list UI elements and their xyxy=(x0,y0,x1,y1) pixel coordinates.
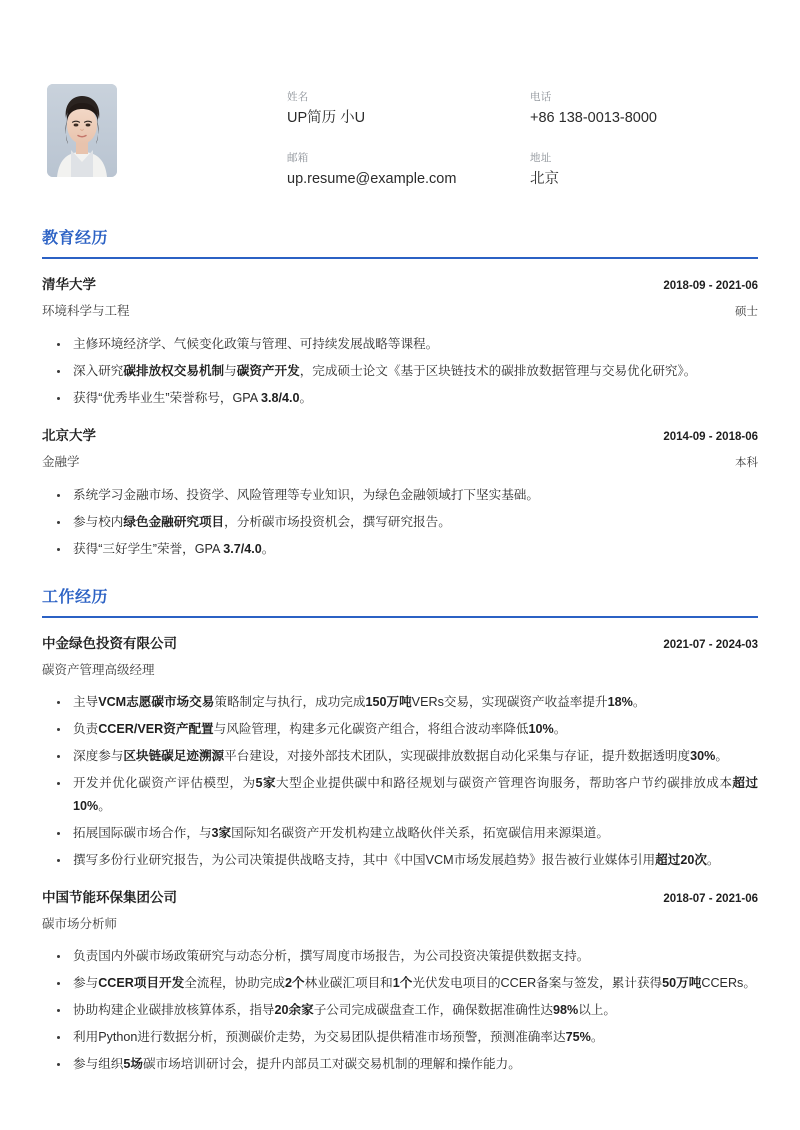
resume-section xyxy=(42,587,758,1076)
entry-organization: 中金绿色投资有限公司 xyxy=(42,636,177,651)
contact-grid xyxy=(287,84,758,190)
bullet-emphasis: 绿色金融研究项目 xyxy=(123,515,225,529)
bullet-text: 。 xyxy=(632,695,646,709)
bullet-text: 大型企业提供碳中和路径规划与碳资产管理咨询服务，帮助客户节约碳排放成本 xyxy=(276,776,733,790)
section-title: 教育经历 xyxy=(42,230,109,247)
profile-photo xyxy=(47,84,117,177)
bullet-item xyxy=(42,538,758,561)
section-divider xyxy=(42,616,758,618)
bullet-item xyxy=(42,1026,758,1049)
section-divider xyxy=(42,257,758,259)
bullet-item xyxy=(42,822,758,845)
bullet-text: 撰写多份行业研究报告，为公司决策提供战略支持，其中《中国VCM市场发展趋势》报告被行业媒体引用 xyxy=(73,853,656,867)
bullet-emphasis: 碳资产开发 xyxy=(236,364,300,378)
bullet-item xyxy=(42,718,758,741)
bullet-text: 参与校内 xyxy=(73,515,124,529)
bullet-emphasis: 20余家 xyxy=(274,1003,314,1017)
entry-degree: 本科 xyxy=(735,457,758,469)
bullet-item xyxy=(42,849,758,872)
bullet-item xyxy=(42,745,758,768)
bullet-text: 参与 xyxy=(73,976,99,990)
entry-header-row xyxy=(42,275,758,296)
bullet-text: 碳市场培训研讨会，提升内部员工对碳交易机制的理解和操作能力。 xyxy=(142,1057,521,1071)
entry-header-row xyxy=(42,888,758,909)
entry-dates: 2014-09 - 2018-06 xyxy=(663,431,758,443)
entry-role: 金融学 xyxy=(42,455,80,469)
entry-role: 碳资产管理高级经理 xyxy=(42,663,155,677)
bullet-text: 子公司完成碳盘查工作，确保数据准确性达 xyxy=(313,1003,553,1017)
contact-field-name xyxy=(287,90,530,129)
bullet-emphasis: 碳排放权交易机制 xyxy=(123,364,225,378)
bullet-emphasis: CCER项目开发 xyxy=(98,976,185,990)
bullet-text: 全流程，协助完成 xyxy=(184,976,285,990)
entry-bullet-list xyxy=(42,484,758,561)
field-value: up.resume@example.com xyxy=(287,171,457,187)
entry-role: 环境科学与工程 xyxy=(42,304,130,318)
bullet-emphasis: 18% xyxy=(607,695,633,709)
bullet-item xyxy=(42,945,758,968)
bullet-text: 。 xyxy=(98,799,111,813)
bullet-text: 与 xyxy=(224,364,237,378)
contact-field-phone xyxy=(530,90,758,129)
bullet-item xyxy=(42,972,758,995)
entry-subheader-row xyxy=(42,661,758,679)
field-label: 地址 xyxy=(530,152,552,164)
bullet-text: 获得“三好学生”荣誉，GPA xyxy=(73,542,224,556)
field-label: 姓名 xyxy=(287,91,309,103)
bullet-text: 。 xyxy=(261,542,275,556)
bullet-text: 林业碳汇项目和 xyxy=(304,976,393,990)
bullet-text: 负责 xyxy=(73,722,99,736)
entry-bullet-list xyxy=(42,945,758,1076)
field-value: +86 138-0013-8000 xyxy=(530,110,657,126)
bullet-emphasis: 50万吨 xyxy=(662,976,702,990)
bullet-text: 。 xyxy=(299,391,313,405)
entry-dates: 2018-07 - 2021-06 xyxy=(663,893,758,905)
entry-subheader-row xyxy=(42,453,758,472)
entry-dates: 2018-09 - 2021-06 xyxy=(663,280,758,292)
bullet-text: 。 xyxy=(553,722,567,736)
bullet-emphasis: 30% xyxy=(690,749,716,763)
bullet-text: 平台建设，对接外部技术团队，实现碳排放数据自动化采集与存证，提升数据透明度 xyxy=(224,749,691,763)
bullet-emphasis: VCM志愿碳市场交易 xyxy=(98,695,215,709)
bullet-text: ，完成硕士论文《基于区块链技术的碳排放数据管理与交易优化研究》。 xyxy=(299,364,697,378)
bullet-text: 系统学习金融市场、投资学、风险管理等专业知识，为绿色金融领域打下坚实基础。 xyxy=(73,488,539,502)
bullet-text: 协助构建企业碳排放核算体系，指导 xyxy=(73,1003,275,1017)
resume-entry xyxy=(42,888,758,1076)
resume-entry xyxy=(42,634,758,872)
entry-degree: 硕士 xyxy=(735,306,758,318)
contact-field-address xyxy=(530,151,758,190)
bullet-text: 。 xyxy=(706,853,720,867)
bullet-text: 主导 xyxy=(73,695,99,709)
bullet-text: 负责国内外碳市场政策研究与动态分析，撰写周度市场报告，为公司投资决策提供数据支持。 xyxy=(73,949,590,963)
field-value: 北京 xyxy=(530,171,559,187)
bullet-text: 以上。 xyxy=(578,1003,616,1017)
bullet-item xyxy=(42,511,758,534)
field-label: 邮箱 xyxy=(287,152,309,164)
bullet-text: CCERs。 xyxy=(701,976,756,990)
bullet-text: 策略制定与执行，成功完成 xyxy=(214,695,366,709)
section-title: 工作经历 xyxy=(42,589,109,606)
resume-sections xyxy=(42,228,758,1076)
bullet-text: 与风险管理，构建多元化碳资产组合，将组合波动率降低 xyxy=(213,722,529,736)
bullet-item xyxy=(42,691,758,714)
bullet-item xyxy=(42,772,758,818)
bullet-text: 参与组织 xyxy=(73,1057,124,1071)
resume-entry xyxy=(42,275,758,410)
bullet-emphasis: 超过20次 xyxy=(655,853,707,867)
bullet-text: VERs交易，实现碳资产收益率提升 xyxy=(411,695,608,709)
bullet-text: 深度参与 xyxy=(73,749,124,763)
resume-entry xyxy=(42,426,758,561)
bullet-emphasis: 75% xyxy=(565,1030,591,1044)
bullet-emphasis: 5场 xyxy=(123,1057,143,1071)
bullet-item xyxy=(42,387,758,410)
bullet-emphasis: 150万吨 xyxy=(365,695,412,709)
bullet-item xyxy=(42,333,758,356)
resume-section xyxy=(42,228,758,561)
bullet-text: 光伏发电项目的CCER备案与签发，累计获得 xyxy=(412,976,663,990)
entry-bullet-list xyxy=(42,333,758,410)
bullet-item xyxy=(42,999,758,1022)
entry-organization: 北京大学 xyxy=(42,428,96,443)
bullet-item xyxy=(42,1053,758,1076)
bullet-emphasis: 2个 xyxy=(285,976,305,990)
bullet-item xyxy=(42,484,758,507)
bullet-text: 拓展国际碳市场合作，与 xyxy=(73,826,212,840)
bullet-text: 。 xyxy=(715,749,728,763)
bullet-emphasis: 10% xyxy=(528,722,554,736)
resume-header xyxy=(42,0,758,202)
bullet-emphasis: 3.7/4.0 xyxy=(223,542,262,556)
bullet-text: ，分析碳市场投资机会，撰写研究报告。 xyxy=(224,515,451,529)
entry-dates: 2021-07 - 2024-03 xyxy=(663,639,758,651)
bullet-emphasis: 5家 xyxy=(255,776,277,790)
entry-bullet-list xyxy=(42,691,758,872)
entry-subheader-row xyxy=(42,302,758,321)
entry-subheader-row xyxy=(42,915,758,933)
bullet-item xyxy=(42,360,758,383)
bullet-text: 。 xyxy=(590,1030,604,1044)
contact-field-email xyxy=(287,151,530,190)
entry-header-row xyxy=(42,634,758,655)
bullet-emphasis: 98% xyxy=(552,1003,579,1017)
bullet-text: 获得“优秀毕业生”荣誉称号，GPA xyxy=(73,391,261,405)
entry-organization: 清华大学 xyxy=(42,277,96,292)
bullet-emphasis: 3.8/4.0 xyxy=(260,391,300,405)
bullet-text: 利用Python进行数据分析，预测碳价走势，为交易团队提供精准市场预警，预测准确率达 xyxy=(73,1030,566,1044)
entry-organization: 中国节能环保集团公司 xyxy=(42,890,177,905)
field-label: 电话 xyxy=(530,91,552,103)
bullet-emphasis: 1个 xyxy=(392,976,413,990)
bullet-text: 主修环境经济学、气候变化政策与管理、可持续发展战略等课程。 xyxy=(73,337,439,351)
field-value: UP简历 小U xyxy=(287,110,366,126)
bullet-text: 开发并优化碳资产评估模型，为 xyxy=(73,776,256,790)
entry-header-row xyxy=(42,426,758,447)
bullet-emphasis: 区块链碳足迹溯源 xyxy=(123,749,225,763)
bullet-text: 国际知名碳资产开发机构建立战略伙伴关系，拓宽碳信用来源渠道。 xyxy=(231,826,609,840)
entry-role: 碳市场分析师 xyxy=(42,917,118,931)
bullet-emphasis: 超过10% xyxy=(73,776,759,813)
bullet-emphasis: CCER/VER资产配置 xyxy=(98,722,214,736)
bullet-emphasis: 3家 xyxy=(211,826,232,840)
bullet-text: 深入研究 xyxy=(73,364,124,378)
